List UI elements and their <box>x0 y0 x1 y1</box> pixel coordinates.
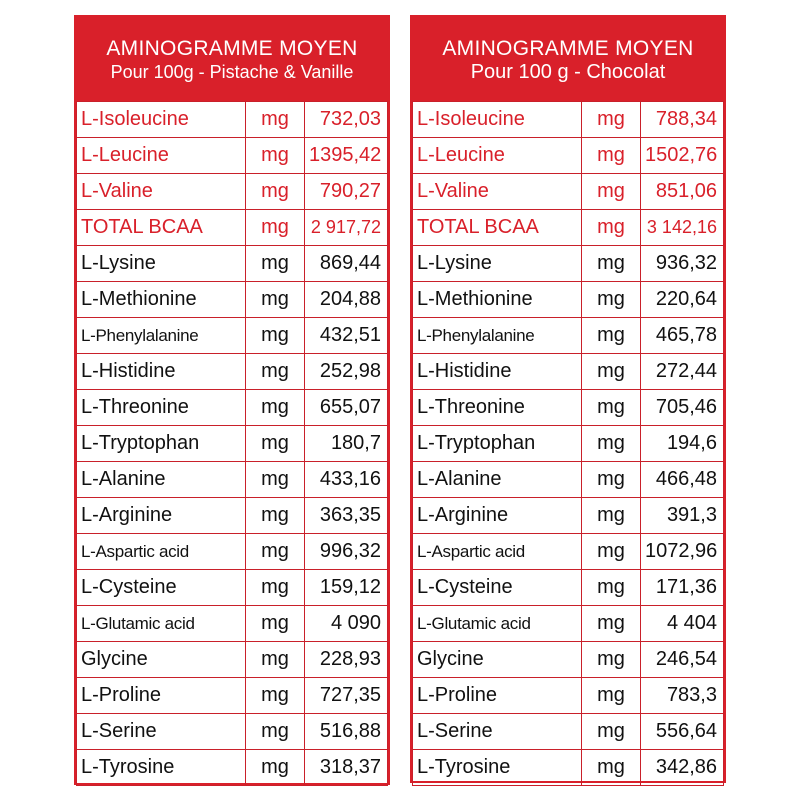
amino-acid-name: L-Histidine <box>77 354 246 390</box>
value-cell: 996,32 <box>305 534 388 570</box>
amino-acid-name: L-Valine <box>77 174 246 210</box>
value-cell: 246,54 <box>641 642 724 678</box>
unit-cell: mg <box>582 102 641 138</box>
aminogram-panel-chocolat <box>410 15 726 783</box>
unit-cell: mg <box>582 498 641 534</box>
table-row <box>413 354 724 390</box>
amino-acid-name: L-Threonine <box>413 390 582 426</box>
table-row <box>77 102 388 138</box>
table-row <box>77 138 388 174</box>
amino-acid-name: L-Aspartic acid <box>77 534 246 570</box>
amino-acid-name: L-Methionine <box>77 282 246 318</box>
unit-cell: mg <box>582 606 641 642</box>
value-cell: 318,37 <box>305 750 388 786</box>
amino-acid-name: L-Arginine <box>77 498 246 534</box>
unit-cell: mg <box>246 642 305 678</box>
unit-cell: mg <box>582 570 641 606</box>
amino-acid-name: L-Proline <box>413 678 582 714</box>
value-cell: 220,64 <box>641 282 724 318</box>
table-row <box>413 570 724 606</box>
unit-cell: mg <box>582 462 641 498</box>
amino-acid-name: Glycine <box>77 642 246 678</box>
table-row <box>77 606 388 642</box>
unit-cell: mg <box>246 678 305 714</box>
table-row <box>413 750 724 786</box>
amino-acid-name: L-Methionine <box>413 282 582 318</box>
unit-cell: mg <box>246 750 305 786</box>
value-cell: 556,64 <box>641 714 724 750</box>
table-row <box>413 282 724 318</box>
panel-title: AMINOGRAMME MOYEN <box>106 36 358 60</box>
value-cell: 433,16 <box>305 462 388 498</box>
unit-cell: mg <box>246 570 305 606</box>
value-cell: 2 917,72 <box>305 210 388 246</box>
unit-cell: mg <box>246 354 305 390</box>
amino-acid-name: L-Tyrosine <box>413 750 582 786</box>
value-cell: 194,6 <box>641 426 724 462</box>
amino-table <box>412 101 724 786</box>
amino-acid-name: L-Isoleucine <box>413 102 582 138</box>
value-cell: 732,03 <box>305 102 388 138</box>
unit-cell: mg <box>246 318 305 354</box>
amino-acid-name: L-Phenylalanine <box>77 318 246 354</box>
aminogram-panel-pistache-vanille <box>74 15 390 785</box>
amino-acid-name: L-Arginine <box>413 498 582 534</box>
unit-cell: mg <box>246 210 305 246</box>
unit-cell: mg <box>246 462 305 498</box>
unit-cell: mg <box>582 426 641 462</box>
table-row <box>413 246 724 282</box>
amino-acid-name: L-Leucine <box>77 138 246 174</box>
unit-cell: mg <box>246 102 305 138</box>
unit-cell: mg <box>582 354 641 390</box>
amino-acid-name: L-Tyrosine <box>77 750 246 786</box>
value-cell: 869,44 <box>305 246 388 282</box>
value-cell: 228,93 <box>305 642 388 678</box>
value-cell: 936,32 <box>641 246 724 282</box>
value-cell: 783,3 <box>641 678 724 714</box>
table-row <box>413 390 724 426</box>
value-cell: 788,34 <box>641 102 724 138</box>
amino-acid-name: Glycine <box>413 642 582 678</box>
amino-acid-name: L-Histidine <box>413 354 582 390</box>
table-row <box>77 750 388 786</box>
table-row <box>413 318 724 354</box>
table-row <box>413 498 724 534</box>
table-row <box>413 138 724 174</box>
amino-acid-name: TOTAL BCAA <box>77 210 246 246</box>
value-cell: 1072,96 <box>641 534 724 570</box>
unit-cell: mg <box>582 246 641 282</box>
table-row <box>77 498 388 534</box>
value-cell: 391,3 <box>641 498 724 534</box>
table-row <box>413 678 724 714</box>
amino-acid-name: L-Lysine <box>413 246 582 282</box>
value-cell: 727,35 <box>305 678 388 714</box>
table-row <box>413 534 724 570</box>
value-cell: 204,88 <box>305 282 388 318</box>
table-row <box>413 462 724 498</box>
unit-cell: mg <box>582 174 641 210</box>
value-cell: 363,35 <box>305 498 388 534</box>
amino-acid-name: L-Alanine <box>413 462 582 498</box>
amino-acid-name: L-Alanine <box>77 462 246 498</box>
value-cell: 159,12 <box>305 570 388 606</box>
amino-acid-name: L-Serine <box>77 714 246 750</box>
table-row <box>77 462 388 498</box>
table-row <box>413 174 724 210</box>
table-row <box>77 426 388 462</box>
amino-acid-name: L-Isoleucine <box>77 102 246 138</box>
amino-acid-name: TOTAL BCAA <box>413 210 582 246</box>
unit-cell: mg <box>582 318 641 354</box>
value-cell: 465,78 <box>641 318 724 354</box>
unit-cell: mg <box>246 138 305 174</box>
table-row <box>77 210 388 246</box>
amino-acid-name: L-Glutamic acid <box>413 606 582 642</box>
unit-cell: mg <box>582 282 641 318</box>
value-cell: 1502,76 <box>641 138 724 174</box>
unit-cell: mg <box>582 678 641 714</box>
table-row <box>77 318 388 354</box>
unit-cell: mg <box>582 750 641 786</box>
amino-acid-name: L-Valine <box>413 174 582 210</box>
unit-cell: mg <box>246 714 305 750</box>
amino-acid-name: L-Cysteine <box>413 570 582 606</box>
value-cell: 180,7 <box>305 426 388 462</box>
table-row <box>77 174 388 210</box>
value-cell: 252,98 <box>305 354 388 390</box>
value-cell: 705,46 <box>641 390 724 426</box>
unit-cell: mg <box>582 390 641 426</box>
value-cell: 1395,42 <box>305 138 388 174</box>
panel-header <box>412 17 724 101</box>
panel-subtitle: Pour 100g - Pistache & Vanille <box>110 61 354 82</box>
amino-acid-name: L-Leucine <box>413 138 582 174</box>
unit-cell: mg <box>246 498 305 534</box>
amino-acid-name: L-Cysteine <box>77 570 246 606</box>
amino-acid-name: L-Glutamic acid <box>77 606 246 642</box>
value-cell: 466,48 <box>641 462 724 498</box>
unit-cell: mg <box>246 390 305 426</box>
unit-cell: mg <box>246 534 305 570</box>
value-cell: 342,86 <box>641 750 724 786</box>
unit-cell: mg <box>246 282 305 318</box>
value-cell: 851,06 <box>641 174 724 210</box>
table-row <box>77 246 388 282</box>
table-row <box>413 642 724 678</box>
unit-cell: mg <box>582 642 641 678</box>
table-row <box>77 714 388 750</box>
panel-header <box>76 17 388 101</box>
amino-acid-name: L-Aspartic acid <box>413 534 582 570</box>
amino-acid-name: L-Tryptophan <box>77 426 246 462</box>
value-cell: 790,27 <box>305 174 388 210</box>
table-row <box>77 390 388 426</box>
table-row <box>413 102 724 138</box>
unit-cell: mg <box>582 210 641 246</box>
panel-subtitle: Pour 100 g - Chocolat <box>470 60 666 83</box>
table-row <box>413 210 724 246</box>
amino-acid-name: L-Proline <box>77 678 246 714</box>
amino-table <box>76 101 388 786</box>
amino-acid-name: L-Phenylalanine <box>413 318 582 354</box>
table-row <box>413 714 724 750</box>
unit-cell: mg <box>582 138 641 174</box>
value-cell: 516,88 <box>305 714 388 750</box>
panel-title: AMINOGRAMME MOYEN <box>442 36 694 60</box>
unit-cell: mg <box>246 174 305 210</box>
table-row <box>77 570 388 606</box>
value-cell: 432,51 <box>305 318 388 354</box>
unit-cell: mg <box>582 714 641 750</box>
table-row <box>77 534 388 570</box>
table-row <box>413 426 724 462</box>
unit-cell: mg <box>246 426 305 462</box>
table-row <box>77 642 388 678</box>
value-cell: 4 090 <box>305 606 388 642</box>
unit-cell: mg <box>582 534 641 570</box>
table-row <box>77 678 388 714</box>
table-row <box>77 354 388 390</box>
unit-cell: mg <box>246 606 305 642</box>
table-row <box>77 282 388 318</box>
amino-acid-name: L-Tryptophan <box>413 426 582 462</box>
amino-acid-name: L-Threonine <box>77 390 246 426</box>
amino-acid-name: L-Lysine <box>77 246 246 282</box>
amino-acid-name: L-Serine <box>413 714 582 750</box>
unit-cell: mg <box>246 246 305 282</box>
value-cell: 4 404 <box>641 606 724 642</box>
value-cell: 3 142,16 <box>641 210 724 246</box>
value-cell: 272,44 <box>641 354 724 390</box>
table-row <box>413 606 724 642</box>
value-cell: 655,07 <box>305 390 388 426</box>
value-cell: 171,36 <box>641 570 724 606</box>
